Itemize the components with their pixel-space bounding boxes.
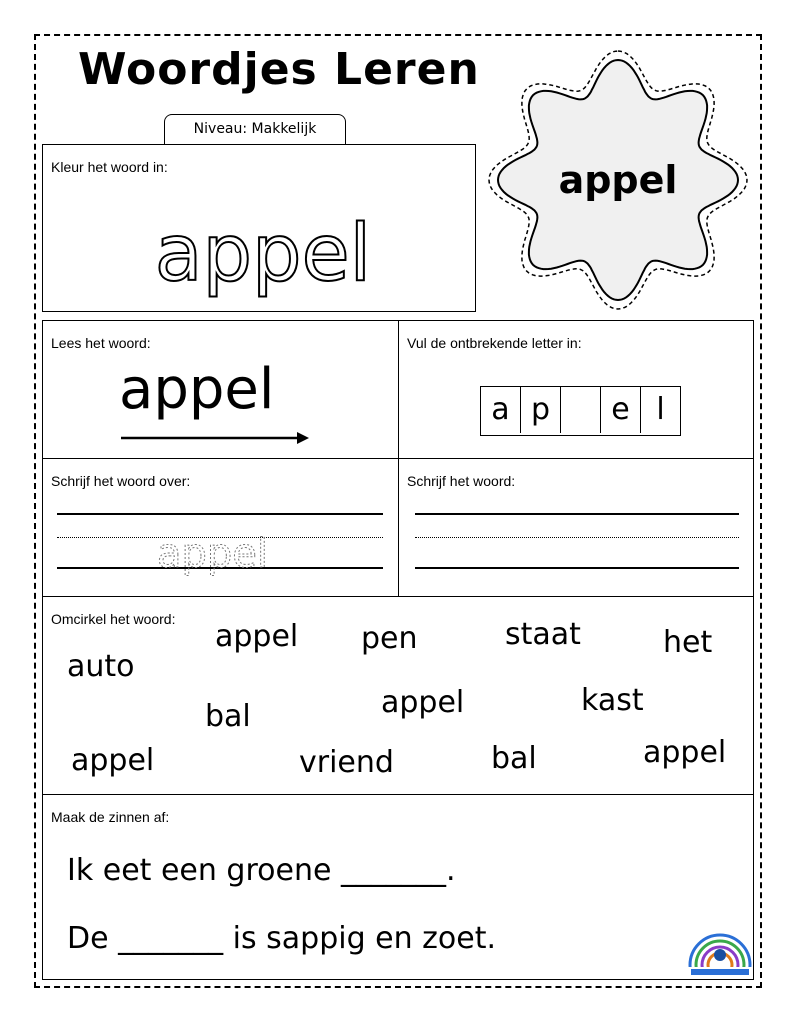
level-tab: Niveau: Makkelijk	[164, 114, 346, 144]
word-option[interactable]: het	[663, 625, 713, 660]
circle-word-label: Omcirkel het woord:	[51, 611, 176, 627]
reading-arrow	[121, 431, 311, 445]
write-word-label: Schrijf het woord:	[407, 473, 516, 489]
missing-letter-label: Vul de ontbrekende letter in:	[407, 335, 582, 351]
letter-box: p	[521, 387, 561, 433]
word-option[interactable]: staat	[505, 617, 581, 652]
color-word-box	[42, 144, 476, 312]
word-option[interactable]: pen	[361, 621, 418, 656]
svg-text:appel: appel	[157, 531, 269, 577]
star-word: appel	[558, 158, 678, 202]
word-option[interactable]: appel	[643, 735, 727, 770]
word-option[interactable]: auto	[67, 649, 135, 684]
writing-line-mid	[415, 537, 739, 538]
word-option[interactable]: appel	[71, 743, 155, 778]
writing-line-base[interactable]	[415, 567, 739, 569]
traceable-word	[153, 519, 293, 589]
letter-box: l	[656, 392, 665, 427]
outlined-word	[123, 185, 403, 305]
sentence-2: De _______ is sappig en zoet.	[67, 921, 497, 956]
letter-boxes	[480, 386, 681, 436]
word-option[interactable]: vriend	[299, 745, 394, 780]
sentence-1: Ik eet een groene _______.	[67, 853, 456, 888]
write-word-box	[398, 458, 754, 598]
trace-word-label: Schrijf het woord over:	[51, 473, 191, 489]
word-option[interactable]: bal	[205, 699, 251, 734]
peacock-logo-icon	[687, 925, 753, 977]
letter-box: a	[481, 387, 521, 433]
trace-word-box	[42, 458, 400, 598]
read-word-box	[42, 320, 400, 460]
writing-line-top	[57, 513, 383, 515]
read-word: appel	[119, 357, 275, 422]
writing-line-top[interactable]	[415, 513, 739, 515]
word-option[interactable]: appel	[381, 685, 465, 720]
circle-word-box	[42, 596, 754, 796]
letter-box-blank[interactable]	[561, 387, 601, 433]
sentences-box	[42, 794, 754, 980]
read-word-label: Lees het woord:	[51, 335, 151, 351]
page-title: Woordjes Leren	[78, 44, 480, 95]
word-option[interactable]: kast	[581, 683, 644, 718]
word-option[interactable]: appel	[215, 619, 299, 654]
sentences-label: Maak de zinnen af:	[51, 809, 170, 825]
letter-box: e	[601, 387, 641, 433]
svg-text:appel: appel	[154, 209, 372, 299]
word-option[interactable]: bal	[491, 741, 537, 776]
color-word-label: Kleur het woord in:	[51, 159, 168, 175]
